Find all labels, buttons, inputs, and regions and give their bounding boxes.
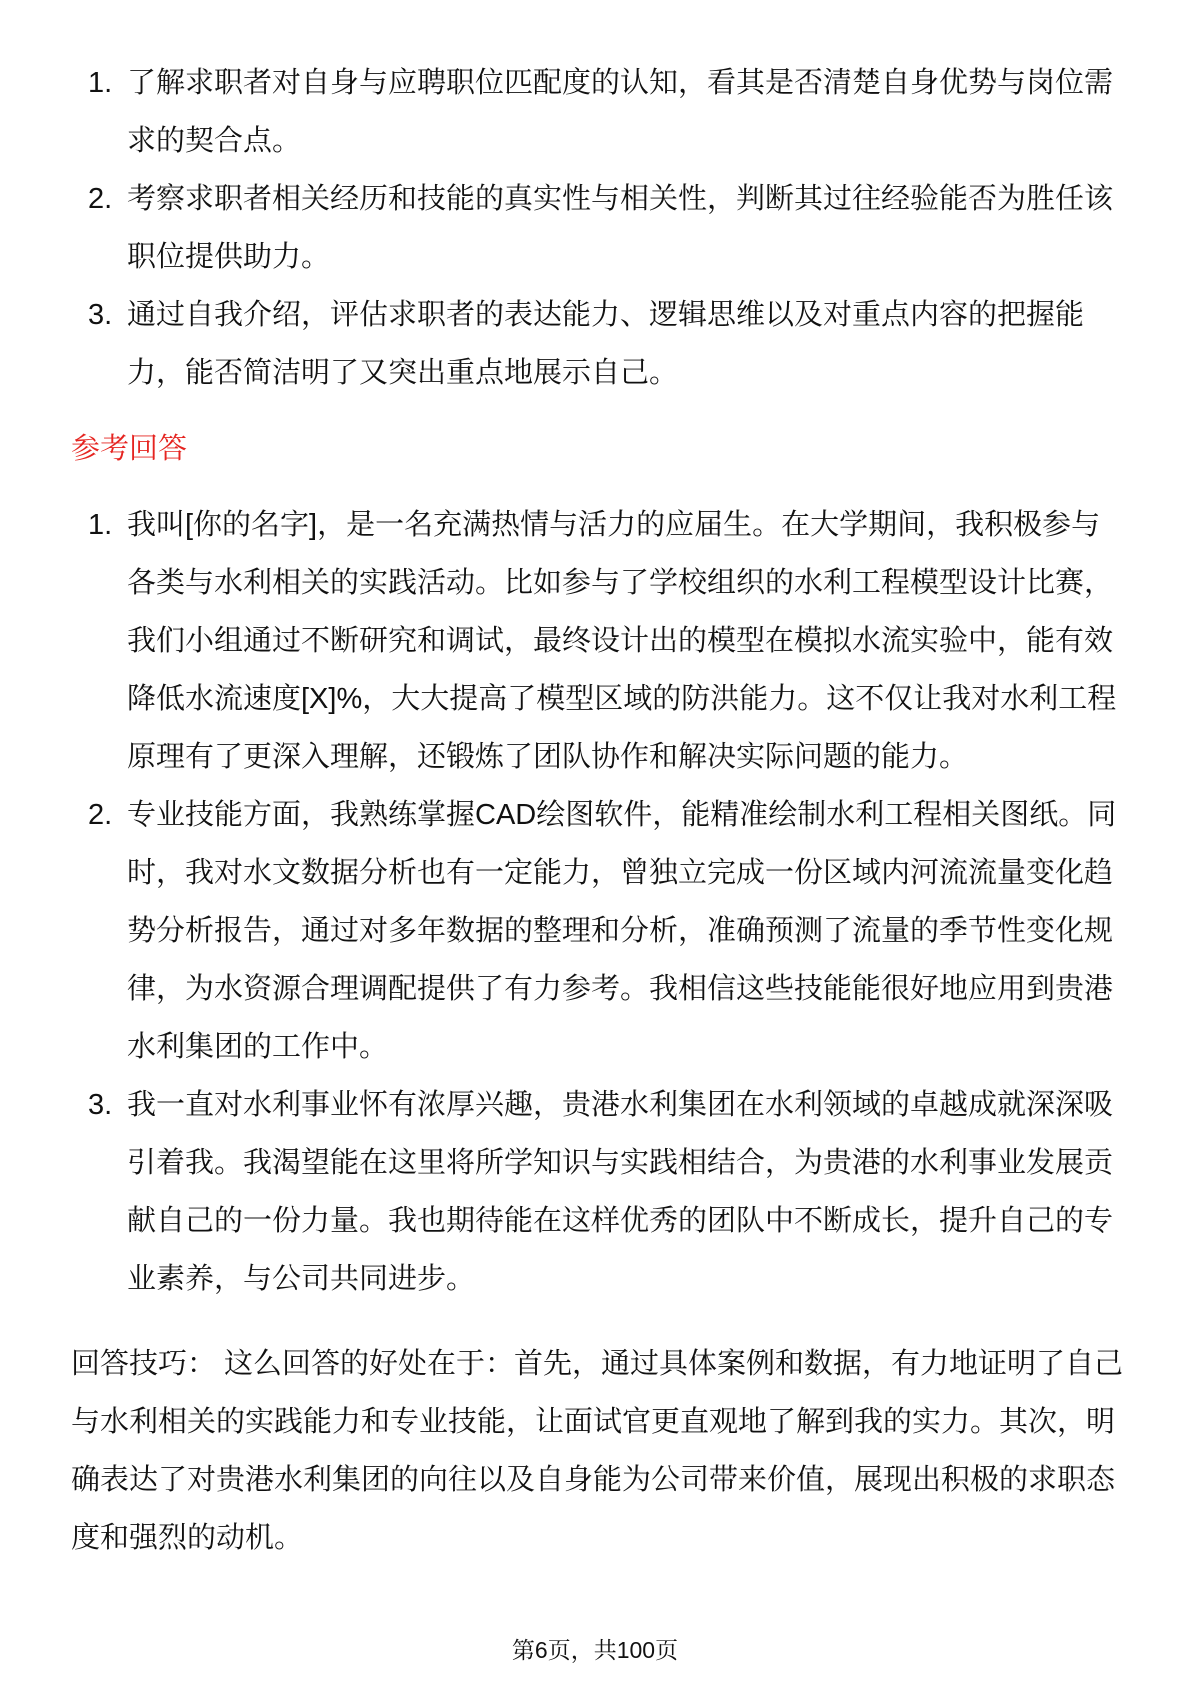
list-item-line: 势分析报告，通过对多年数据的整理和分析，准确预测了流量的季节性变化规 <box>127 915 1114 947</box>
list-item-line: 职位提供助力。 <box>127 241 331 273</box>
list-item-line: 求的契合点。 <box>127 125 302 157</box>
list-number: 2. <box>88 799 113 831</box>
list-number: 1. <box>88 67 113 99</box>
list-item-line: 降低水流速度[X]%，大大提高了模型区域的防洪能力。这不仅让我对水利工程 <box>127 683 1117 715</box>
reference-answer-list <box>71 496 1119 1308</box>
list-item-line: 水利集团的工作中。 <box>127 1031 389 1063</box>
list-item <box>71 496 1119 786</box>
list-item <box>71 286 1119 402</box>
list-item <box>71 786 1119 1076</box>
list-item-line: 我叫[你的名字]，是一名充满热情与活力的应届生。在大学期间，我积极参与 <box>127 509 1101 541</box>
list-number: 3. <box>88 299 113 331</box>
answer-tips-label: 回答技巧： <box>71 1348 217 1380</box>
list-item-line: 献自己的一份力量。我也期待能在这样优秀的团队中不断成长，提升自己的专 <box>127 1205 1114 1237</box>
list-item-line: 律，为水资源合理调配提供了有力参考。我相信这些技能能很好地应用到贵港 <box>127 973 1114 1005</box>
evaluation-points-list <box>71 54 1119 402</box>
paragraph-line: 与水利相关的实践能力和专业技能，让面试官更直观地了解到我的实力。其次，明 <box>71 1406 1116 1438</box>
list-item-line: 力，能否简洁明了又突出重点地展示自己。 <box>127 357 679 389</box>
section-heading-reference-answer: 参考回答 <box>71 433 188 465</box>
paragraph-line-text: 这么回答的好处在于：首先，通过具体案例和数据，有力地证明了自己 <box>224 1348 1124 1380</box>
list-item-line: 我一直对水利事业怀有浓厚兴趣，贵港水利集团在水利领域的卓越成就深深吸 <box>127 1089 1114 1121</box>
list-number: 2. <box>88 183 113 215</box>
list-item <box>71 1076 1119 1308</box>
paragraph-line <box>71 1335 1124 1393</box>
list-item-line: 业素养，与公司共同进步。 <box>127 1263 476 1295</box>
list-item-line: 时，我对水文数据分析也有一定能力，曾独立完成一份区域内河流流量变化趋 <box>127 857 1114 889</box>
list-item-line: 了解求职者对自身与应聘职位匹配度的认知，看其是否清楚自身优势与岗位需 <box>127 67 1114 99</box>
paragraph-line: 确表达了对贵港水利集团的向往以及自身能为公司带来价值，展现出积极的求职态 <box>71 1464 1116 1496</box>
list-item-line: 专业技能方面，我熟练掌握CAD绘图软件，能精准绘制水利工程相关图纸。同 <box>127 799 1117 831</box>
list-item-line: 引着我。我渴望能在这里将所学知识与实践相结合，为贵港的水利事业发展贡 <box>127 1147 1114 1179</box>
list-item-line: 原理有了更深入理解，还锻炼了团队协作和解决实际问题的能力。 <box>127 741 969 773</box>
page-content <box>71 54 1124 1567</box>
list-number: 3. <box>88 1089 113 1121</box>
answer-tips-paragraph <box>71 1335 1124 1567</box>
list-item <box>71 54 1119 170</box>
list-item-line: 我们小组通过不断研究和调试，最终设计出的模型在模拟水流实验中，能有效 <box>127 625 1114 657</box>
page-number-footer: 第6页，共100页 <box>511 1637 679 1663</box>
list-item-line: 考察求职者相关经历和技能的真实性与相关性，判断其过往经验能否为胜任该 <box>127 183 1114 215</box>
list-item <box>71 170 1119 286</box>
paragraph-line: 度和强烈的动机。 <box>71 1522 304 1554</box>
list-item-line: 各类与水利相关的实践活动。比如参与了学校组织的水利工程模型设计比赛， <box>127 567 1114 599</box>
list-item-line: 通过自我介绍，评估求职者的表达能力、逻辑思维以及对重点内容的把握能 <box>127 299 1085 331</box>
list-number: 1. <box>88 509 113 541</box>
